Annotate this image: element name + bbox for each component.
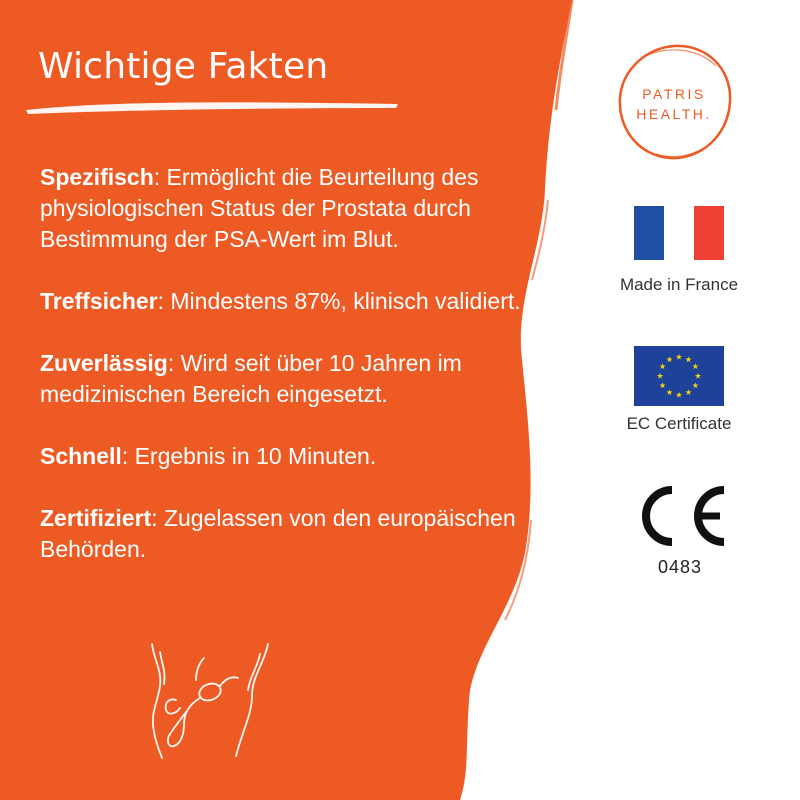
france-flag-icon — [634, 206, 724, 260]
fact-text: : Zugelassen von den europäischen Behörden. — [40, 505, 516, 562]
fact-text: : Ergebnis in 10 Minuten. — [121, 443, 377, 469]
ce-notified-body-number: 0483 — [657, 557, 703, 577]
fact-item-schnell — [40, 441, 530, 472]
fact-term: Spezifisch — [40, 164, 154, 190]
fact-item-treffsicher — [40, 286, 530, 317]
fact-text: : Ermöglicht die Beurteilung des physiologischen Status der Prostata durch Bestimmung der PSA-Wert im Blut. — [40, 164, 479, 252]
fact-term: Zertifiziert — [40, 505, 152, 531]
fact-term: Schnell — [40, 443, 122, 469]
fact-item-zertifiziert — [40, 503, 530, 565]
fact-term: Zuverlässig — [40, 350, 168, 376]
fact-term: Treffsicher — [40, 288, 158, 314]
page-title: Wichtige Fakten — [38, 46, 329, 87]
facts-list — [40, 162, 530, 596]
fact-item-zuverlaessig — [40, 348, 530, 410]
made-in-france-caption: Made in France — [619, 275, 739, 294]
eu-flag-icon — [634, 346, 724, 406]
ec-certificate-caption: EC Certificate — [626, 414, 732, 433]
logo-line-1: PATRIS — [642, 86, 706, 102]
fact-text: : Wird seit über 10 Jahren im medizinischen Bereich eingesetzt. — [40, 350, 462, 407]
fact-text: : Mindestens 87%, klinisch validiert. — [157, 288, 521, 314]
fact-item-spezifisch — [40, 162, 530, 255]
logo-line-2: HEALTH. — [636, 106, 712, 122]
anatomy-illustration-icon — [140, 640, 280, 760]
logo-wordmark — [612, 84, 736, 124]
ce-mark-icon — [628, 484, 732, 548]
